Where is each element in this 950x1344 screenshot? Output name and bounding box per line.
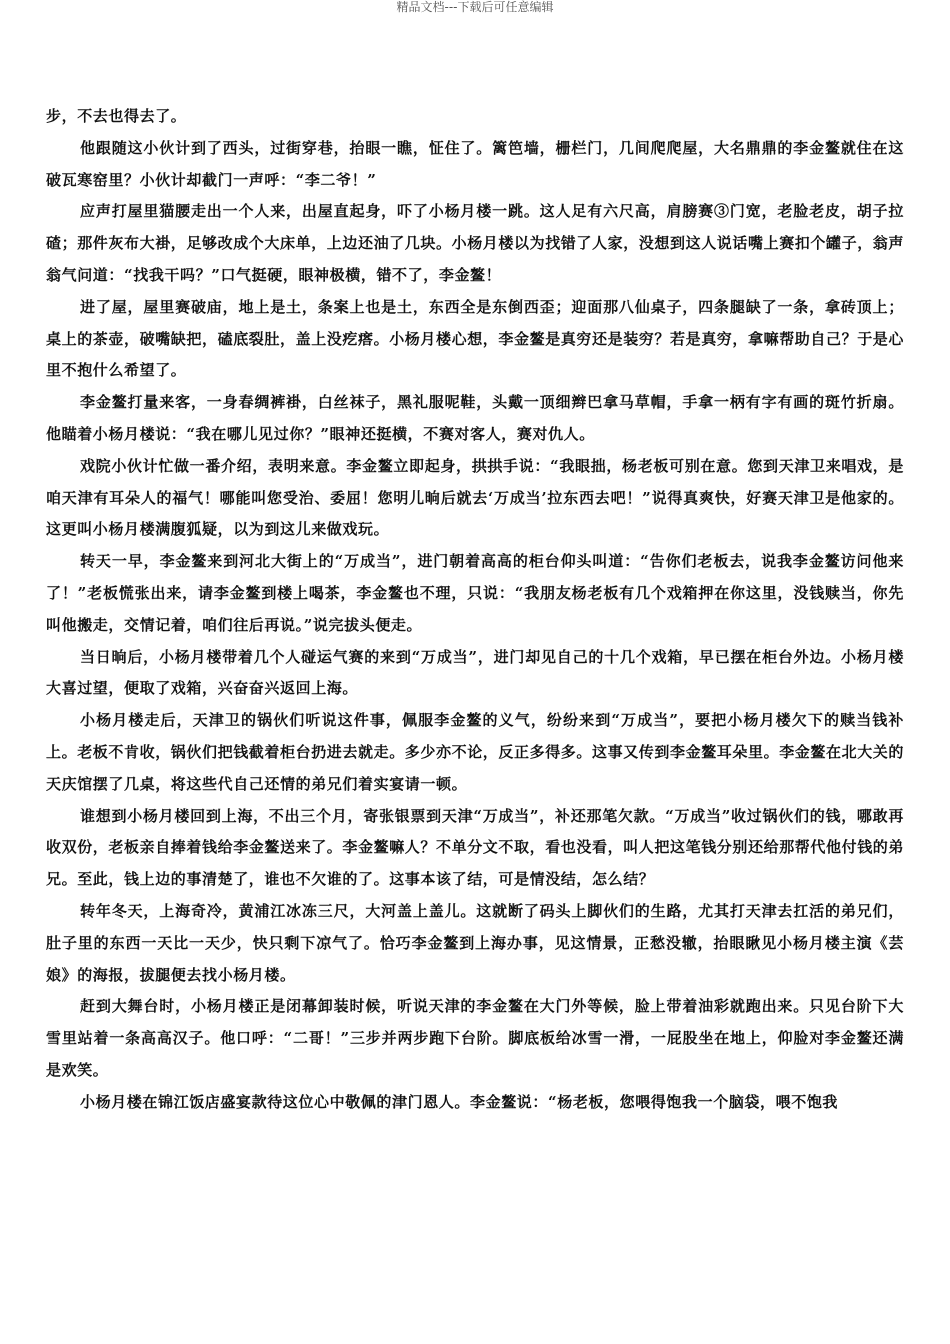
paragraph: 应声打屋里猫腰走出一个人来，出屋直起身，吓了小杨月楼一跳。这人足有六尺高，肩膀赛③门宽，老脸老皮，胡子拉碴；那件灰布大褂，足够改成个大床单，上边还油了几块。小杨月楼以为找错了人家，没想到这人说话嘴上赛扣个罐子，翁声翁气问道：“找我干吗？”口气挺硬，眼神极横，错不了，李金鳌！ [46,202,905,284]
paragraph: 谁想到小杨月楼回到上海，不出三个月，寄张银票到天津“万成当”，补还那笔欠款。“万成当”收过锅伙们的钱，哪敢再收双份，老板亲自捧着钱给李金鳌送来了。李金鳌嘛人？不单分文不取，看也没看，叫人把这笔钱分别还给那帮代他付钱的弟兄。至此，钱上边的事清楚了，谁也不欠谁的了。这事本该了结，可是情没结，怎么结？ [46,806,905,889]
paragraph: 李金鳌打量来客，一身春绸裤褂，白丝袜子，黑礼服呢鞋，头戴一顶细辫巴拿马草帽，手拿一柄有字有画的斑竹折扇。他瞄着小杨月楼说：“我在哪儿见过你？”眼神还挺横，不赛对客人，赛对仇人。 [46,393,904,443]
paragraph: 进了屋，屋里赛破庙，地上是土，条案上也是土，东西全是东倒西歪；迎面那八仙桌子，四条腿缺了一条，拿砖顶上；桌上的茶壶，破嘴缺把，磕底裂肚，盖上没疙瘩。小杨月楼心想，李金鳌是真穷还是装穷？若是真穷，拿嘛帮助自己？于是心里不抱什么希望了。 [46,297,905,380]
paragraph: 步，不去也得去了。 [46,107,187,125]
document-body [46,101,904,1119]
paragraph: 转年冬天，上海奇冷，黄浦江冰冻三尺，大河盖上盖儿。这就断了码头上脚伙们的生路，尤其打天津去扛活的弟兄们，肚子里的东西一天比一天少，快只剩下凉气了。恰巧李金鳌到上海办事，见这情景，正愁没辙，抬眼瞅见小杨月楼主演《芸娘》的海报，拔腿便去找小杨月楼。 [46,901,904,984]
paragraph: 戏院小伙计忙做一番介绍，表明来意。李金鳌立即起身，拱拱手说：“我眼拙，杨老板可别在意。您到天津卫来唱戏，是咱天津有耳朵人的福气！哪能叫您受治、委屈！您明儿晌后就去‘万成当’拉东西去吧！”说得真爽快，好赛天津卫是他家的。这更叫小杨月楼满腹狐疑，以为到这儿来做戏玩。 [46,456,904,539]
paragraph: 小杨月楼走后，天津卫的锅伙们听说这件事，佩服李金鳌的义气，纷纷来到“万成当”，要把小杨月楼欠下的赎当钱补上。老板不肯收，锅伙们把钱截着柜台扔进去就走。多少亦不论，反正多得多。这事又传到李金鳌耳朵里。李金鳌在北大关的天庆馆摆了几桌，将这些代自己还情的弟兄们着实宴请一顿。 [46,711,905,793]
paragraph: 赶到大舞台时，小杨月楼正是闭幕卸装时候，听说天津的李金鳌在大门外等候，脸上带着油彩就跑出来。只见台阶下大雪里站着一条高高汉子。他口呼：“二哥！”三步并两步跑下台阶。脚底板给冰雪一滑，一屁股坐在地上，仰脸对李金鳌还满是欢笑。 [46,997,904,1079]
paragraph: 小杨月楼在锦江饭店盛宴款待这位心中敬佩的津门恩人。李金鳌说：“杨老板，您喂得饱我一个脑袋，喂不饱我 [80,1092,839,1111]
paragraph: 他跟随这小伙计到了西头，过街穿巷，抬眼一瞧，怔住了。篱笆墙，栅栏门，几间爬爬屋，大名鼎鼎的李金鳌就住在这破瓦寒窑里？小伙计却截门一声呼：“李二爷！” [46,138,904,189]
paragraph: 转天一早，李金鳌来到河北大街上的“万成当”，进门朝着高高的柜台仰头叫道：“告你们老板去，说我李金鳌访问他来了！”老板慌张出来，请李金鳌到楼上喝茶，李金鳌也不理，只说：“我朋友杨老板有几个戏箱押在你这里，没钱赎当，你先叫他搬走，交情记着，咱们往后再说。”说完拔头便走。 [46,552,904,634]
paragraph: 当日晌后，小杨月楼带着几个人碰运气赛的来到“万成当”，进门却见自己的十几个戏箱，早已摆在柜台外边。小杨月楼大喜过望，便取了戏箱，兴奋奋兴返回上海。 [46,647,904,698]
page-header: 精品文档---下载后可任意编辑 [396,0,554,14]
